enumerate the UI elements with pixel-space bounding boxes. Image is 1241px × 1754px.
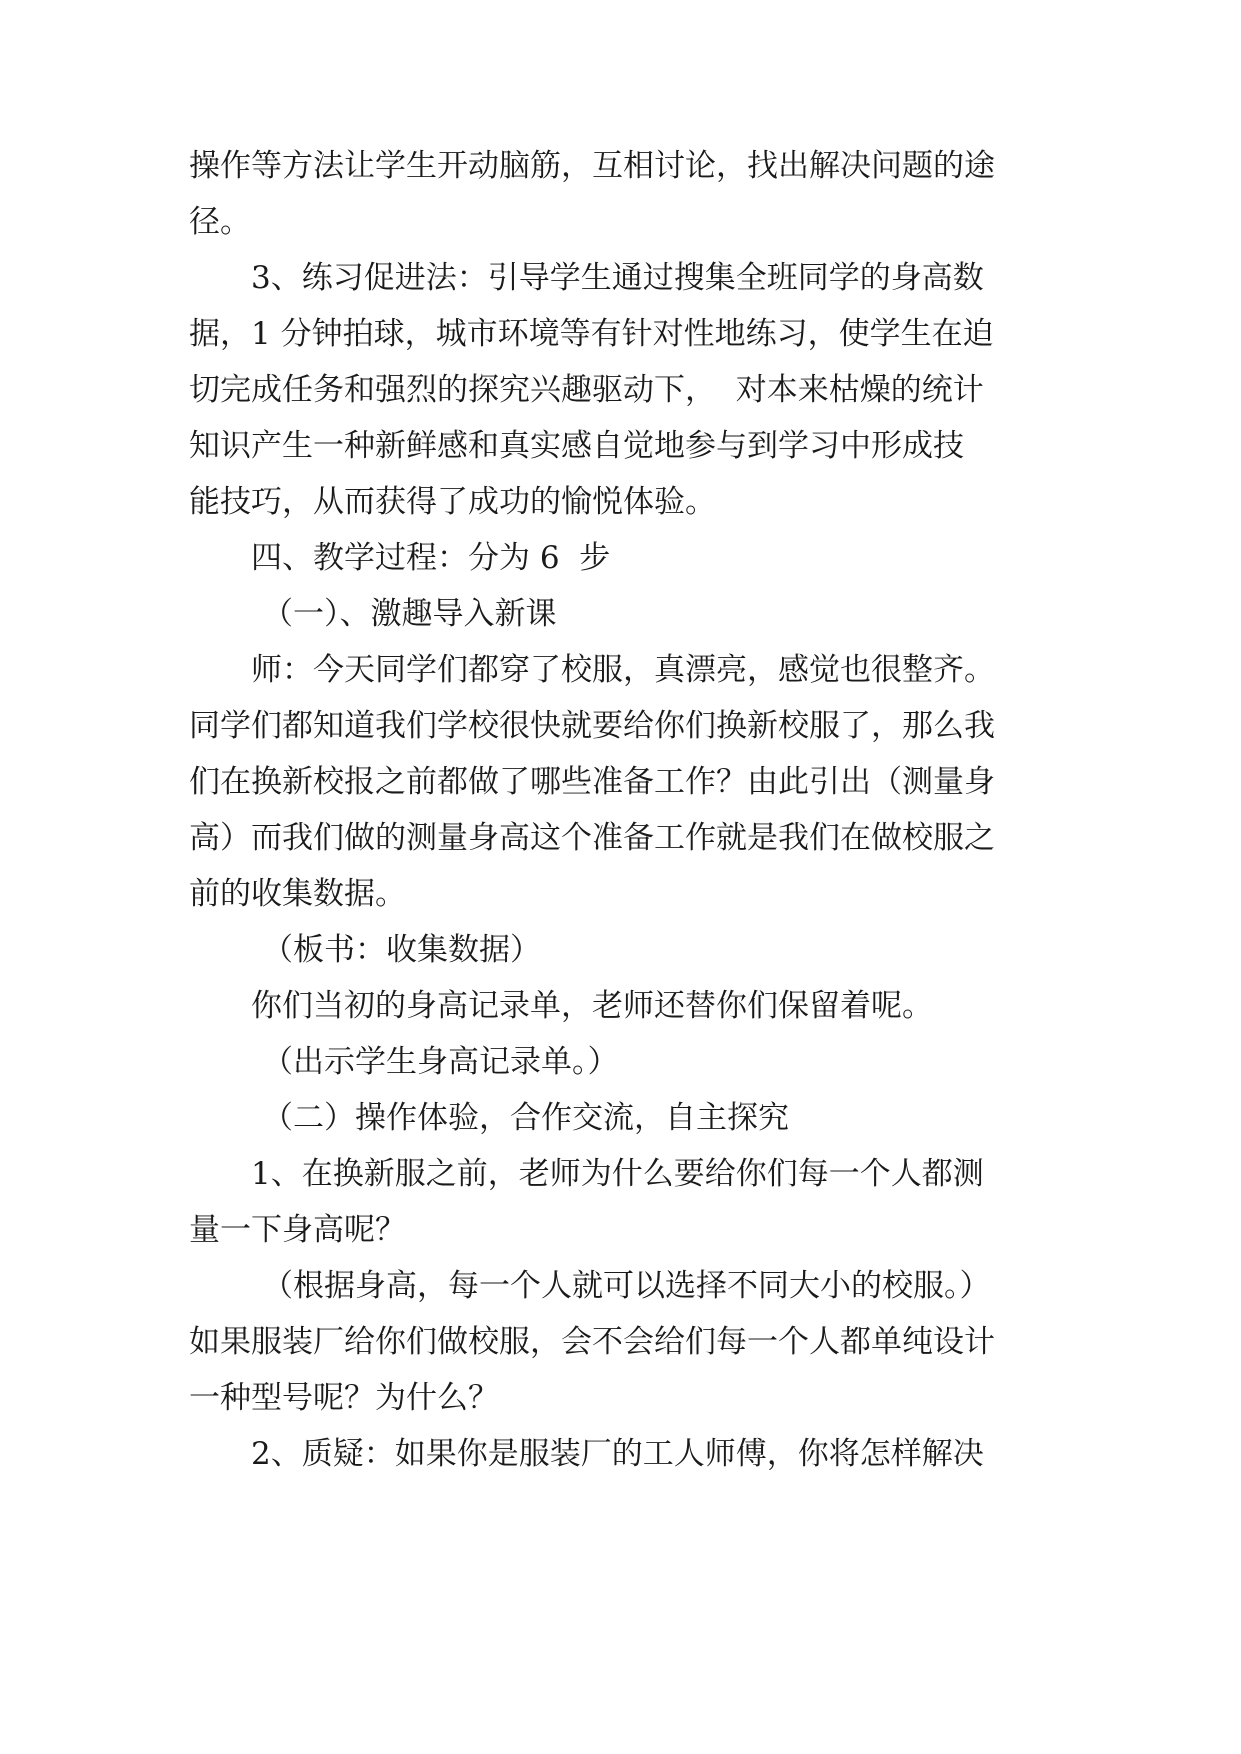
text-line: 量一下身高呢？ bbox=[189, 1212, 406, 1248]
text-line: 如果服装厂给你们做校服，会不会给们每一个人都单纯设计 bbox=[189, 1324, 995, 1360]
text-line: 据，1 分钟拍球，城市环境等有针对性地练习，使学生在迫 bbox=[189, 316, 994, 352]
text-line: 切完成任务和强烈的探究兴趣驱动下， 对本来枯燥的统计 bbox=[189, 372, 984, 408]
text-line: （一）、激趣导入新课 bbox=[262, 596, 557, 632]
text-line: 一种型号呢？为什么？ bbox=[189, 1380, 499, 1416]
text-line: 径。 bbox=[189, 204, 251, 240]
text-line: （根据身高，每一个人就可以选择不同大小的校服。） bbox=[262, 1268, 991, 1304]
text-line: （板书：收集数据） bbox=[262, 932, 541, 968]
text-line: 操作等方法让学生开动脑筋，互相讨论，找出解决问题的途 bbox=[189, 148, 995, 184]
text-line: 1、在换新服之前，老师为什么要给你们每一个人都测 bbox=[251, 1156, 984, 1192]
text-line: 们在换新校报之前都做了哪些准备工作？由此引出（测量身 bbox=[189, 764, 995, 800]
text-line: （二）操作体验，合作交流，自主探究 bbox=[262, 1100, 789, 1136]
text-line: 2、质疑：如果你是服装厂的工人师傅，你将怎样解决 bbox=[251, 1436, 984, 1472]
text-line: （出示学生身高记录单。） bbox=[262, 1044, 619, 1080]
text-line: 高）而我们做的测量身高这个准备工作就是我们在做校服之 bbox=[189, 820, 995, 856]
text-line: 知识产生一种新鲜感和真实感自觉地参与到学习中形成技 bbox=[189, 428, 964, 464]
text-line: 同学们都知道我们学校很快就要给你们换新校服了，那么我 bbox=[189, 708, 995, 744]
text-line: 能技巧，从而获得了成功的愉悦体验。 bbox=[189, 484, 716, 520]
text-line: 四、教学过程：分为 6 步 bbox=[251, 540, 611, 576]
text-line: 3、练习促进法：引导学生通过搜集全班同学的身高数 bbox=[251, 260, 984, 296]
text-line: 前的收集数据。 bbox=[189, 876, 406, 912]
text-line: 师：今天同学们都穿了校服，真漂亮，感觉也很整齐。 bbox=[251, 652, 995, 688]
text-line: 你们当初的身高记录单，老师还替你们保留着呢。 bbox=[251, 988, 933, 1024]
